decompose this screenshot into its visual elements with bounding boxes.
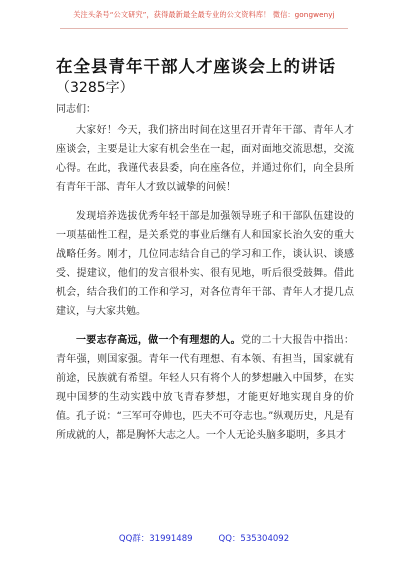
paragraph-text: 党的二十大报告中指出：青年强，则国家强。青年一代有理想、有本领、有担当，国家就有前途，民族就有希望。年轻人只有将个人的梦想融入中国梦，在实现中国梦的生动实践中放飞青春梦想，才能更好地实现自身的价值。孔子说：“三军可夺帅也，匹夫不可夺志也。”纵观历史，凡是有所成就的人，都是胸怀大志之人。一个人无论头脑多聪明，多具才 (56, 335, 355, 441)
page-footer (0, 532, 408, 550)
salutation: 同志们： (56, 104, 96, 115)
header-banner: 关注头条号“公文研究”，获得最新最全最专业的公文资料库！ 微信：gongwenyj (73, 10, 335, 19)
document-title: 在全县青年干部人才座谈会上的讲话 (56, 57, 336, 76)
paragraph-text: 大家好！今天，我们挤出时间在这里召开青年干部、青年人才座谈会，主要是让大家有机会坐在一起，面对面地交流思想，交流心得。在此，我谨代表县委，向在座各位，并通过你们，向全县所有青年干部、青年人才致以诚挚的问候！ (56, 125, 354, 193)
paragraph-2 (56, 207, 354, 321)
qq-number: QQ：535304092 (218, 534, 290, 544)
document-body (56, 56, 354, 445)
page-header (0, 0, 408, 30)
paragraph-3 (56, 331, 354, 445)
word-count: （3285字） (56, 80, 134, 96)
paragraph-lead: 一要志存高远，做一个有理想的人。 (76, 335, 241, 346)
qq-group-number: QQ群：31991489 (118, 534, 193, 544)
header-divider (60, 28, 348, 29)
paragraph-text: 发现培养选拔优秀年轻干部是加强领导班子和干部队伍建设的一项基础性工程，是关系党的事业后继有人和国家长治久安的重大战略任务。刚才，几位同志结合自己的学习和工作，谈认识、谈感受、提建议，他们的发言很朴实、很有见地，听后很受鼓舞。借此机会，结合我们的工作和学习，对各位青年干部、青年人才提几点建议，与大家共勉。 (56, 211, 354, 317)
paragraph-1 (56, 121, 354, 197)
